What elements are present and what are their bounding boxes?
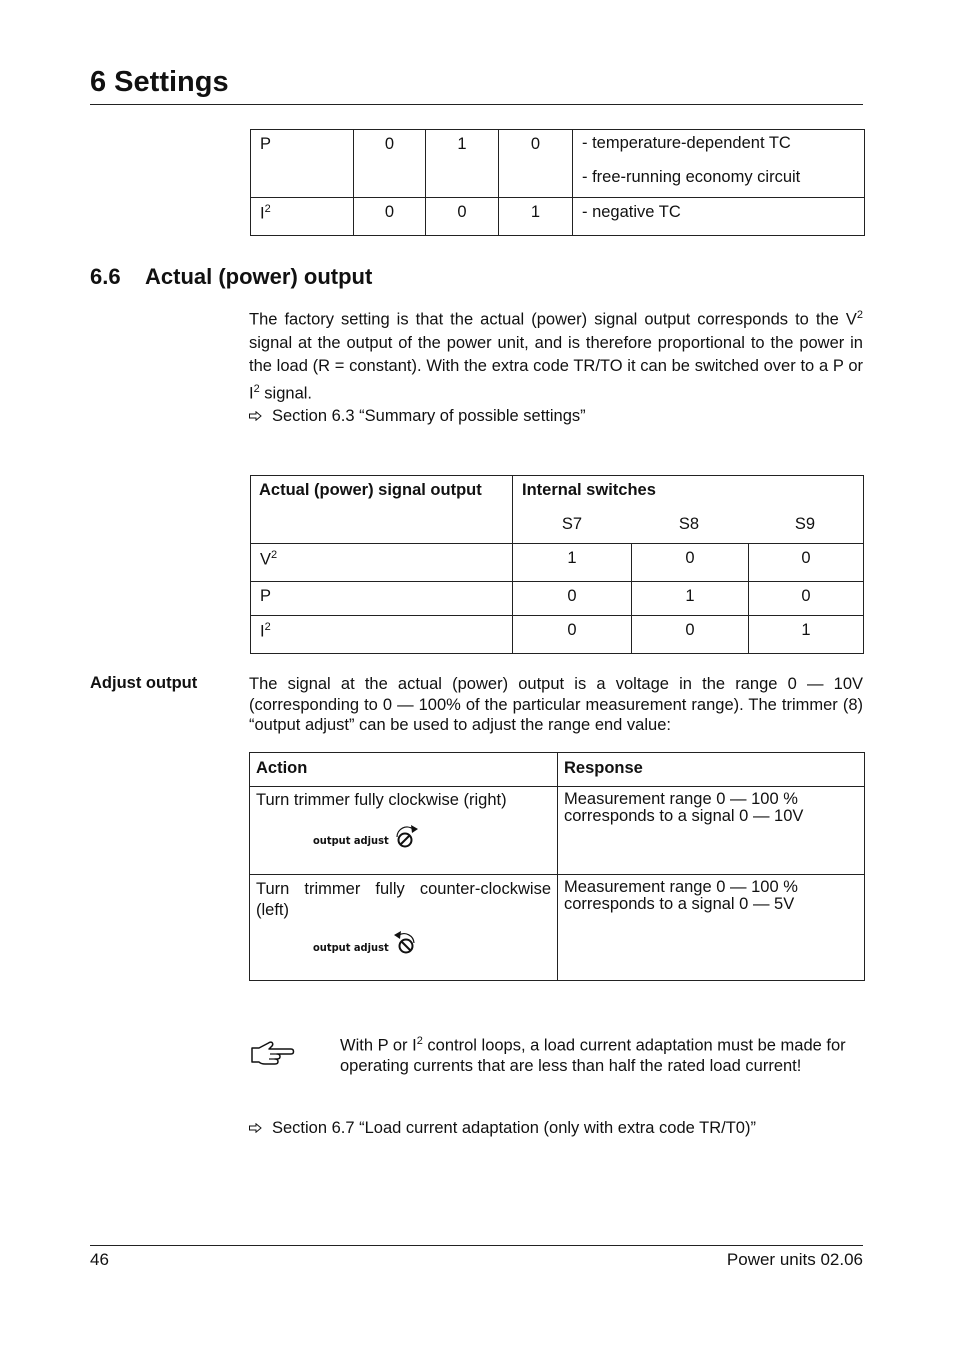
note-line: - negative TC — [573, 198, 865, 236]
section-heading — [90, 264, 372, 290]
action-cell: Turn trimmer fully clockwise (right) output adjust — [250, 787, 558, 875]
switch-label: S8 — [678, 515, 700, 533]
table-row — [251, 582, 864, 616]
arrow-right-icon — [249, 407, 272, 426]
adjust-paragraph: The signal at the actual (power) output is a voltage in the range 0 — 10V (corresponding to 0 — 100% of the particular measurement range). The trimmer (8) “output adjust” can be used to adjust the range end value: — [249, 675, 863, 734]
side-heading: Adjust output — [90, 674, 198, 692]
table-cell: 0 — [354, 130, 426, 198]
page-number: 46 — [90, 1250, 109, 1269]
trimmer-clockwise-icon — [393, 824, 423, 857]
table-cell: 0 — [426, 198, 499, 236]
table-cell: 1 — [632, 582, 749, 616]
table-cell: 0 — [354, 198, 426, 236]
table-cell: 0 — [513, 616, 632, 654]
table-header-row — [251, 476, 864, 544]
column-header: Action — [250, 753, 558, 787]
switch-table — [250, 475, 864, 654]
table-cell: 0 — [632, 544, 749, 582]
row-label: P — [251, 582, 513, 616]
table-cell: 0 — [632, 616, 749, 654]
table-row — [250, 875, 865, 981]
column-header: Response — [558, 753, 865, 787]
table-cell: 0 — [513, 582, 632, 616]
column-header: Internal switches S7 S8 S9 — [513, 476, 864, 544]
table-row — [250, 787, 865, 875]
action-cell: Turn trimmer fully counter-clockwise (left) output adjust — [250, 875, 558, 981]
table-cell: 0 — [499, 130, 573, 198]
knob-label: output adjust — [313, 940, 389, 954]
cross-reference[interactable]: Section 6.7 “Load current adaptation (only with extra code TR/T0)” — [249, 1119, 756, 1138]
note-line: - temperature-dependent TC — [582, 134, 791, 152]
settings-table-continued — [250, 129, 865, 236]
row-notes — [573, 130, 865, 198]
header-rule — [90, 104, 863, 105]
table-header-row — [250, 753, 865, 787]
table-cell: 1 — [499, 198, 573, 236]
table-row — [251, 130, 865, 198]
chapter-title: 6 Settings — [90, 66, 229, 98]
note-line: - free-running economy circuit — [582, 168, 801, 186]
response-cell: Measurement range 0 — 100 % corresponds to a signal 0 — 10V — [558, 787, 865, 875]
footer-rule — [90, 1245, 863, 1246]
pointing-hand-icon — [249, 1040, 295, 1071]
column-header: Actual (power) signal output — [251, 476, 513, 544]
action-response-table — [249, 752, 865, 981]
section-paragraph: The factory setting is that the actual (power) signal output corresponds to the $V^2$ signal at the output of the power unit, and is therefore proportional to the power in the load (R = constant). With the extra code TR/TO it can be switched over to a P or $I^2$ signal. — [249, 309, 863, 402]
table-cell: 1 — [426, 130, 499, 198]
switch-label: S9 — [794, 515, 816, 533]
table-cell: 0 — [749, 582, 864, 616]
response-cell: Measurement range 0 — 100 % corresponds to a signal 0 — 5V — [558, 875, 865, 981]
row-label: $V^2$ — [251, 544, 513, 582]
table-row — [251, 544, 864, 582]
row-label: $I^2$ — [251, 616, 513, 654]
section-title: Actual (power) output — [145, 264, 373, 289]
document-title: Power units 02.06 — [726, 1250, 863, 1269]
table-cell: 1 — [513, 544, 632, 582]
row-label: $I^2$ — [251, 198, 354, 236]
table-row — [251, 198, 865, 236]
table-row — [251, 616, 864, 654]
switch-label: S7 — [561, 515, 583, 533]
row-label: P — [251, 130, 354, 198]
section-number: 6.6 — [90, 264, 121, 289]
arrow-right-icon — [249, 1119, 272, 1138]
note-text: With P or $I^2$ control loops, a load current adaptation must be made for operating currents that are less than half the rated load current! — [340, 1035, 846, 1075]
trimmer-counter-clockwise-icon — [393, 930, 423, 964]
table-cell: 1 — [749, 616, 864, 654]
cross-reference[interactable]: Section 6.3 “Summary of possible settings” — [249, 407, 586, 426]
knob-label: output adjust — [313, 834, 389, 847]
table-cell: 0 — [749, 544, 864, 582]
